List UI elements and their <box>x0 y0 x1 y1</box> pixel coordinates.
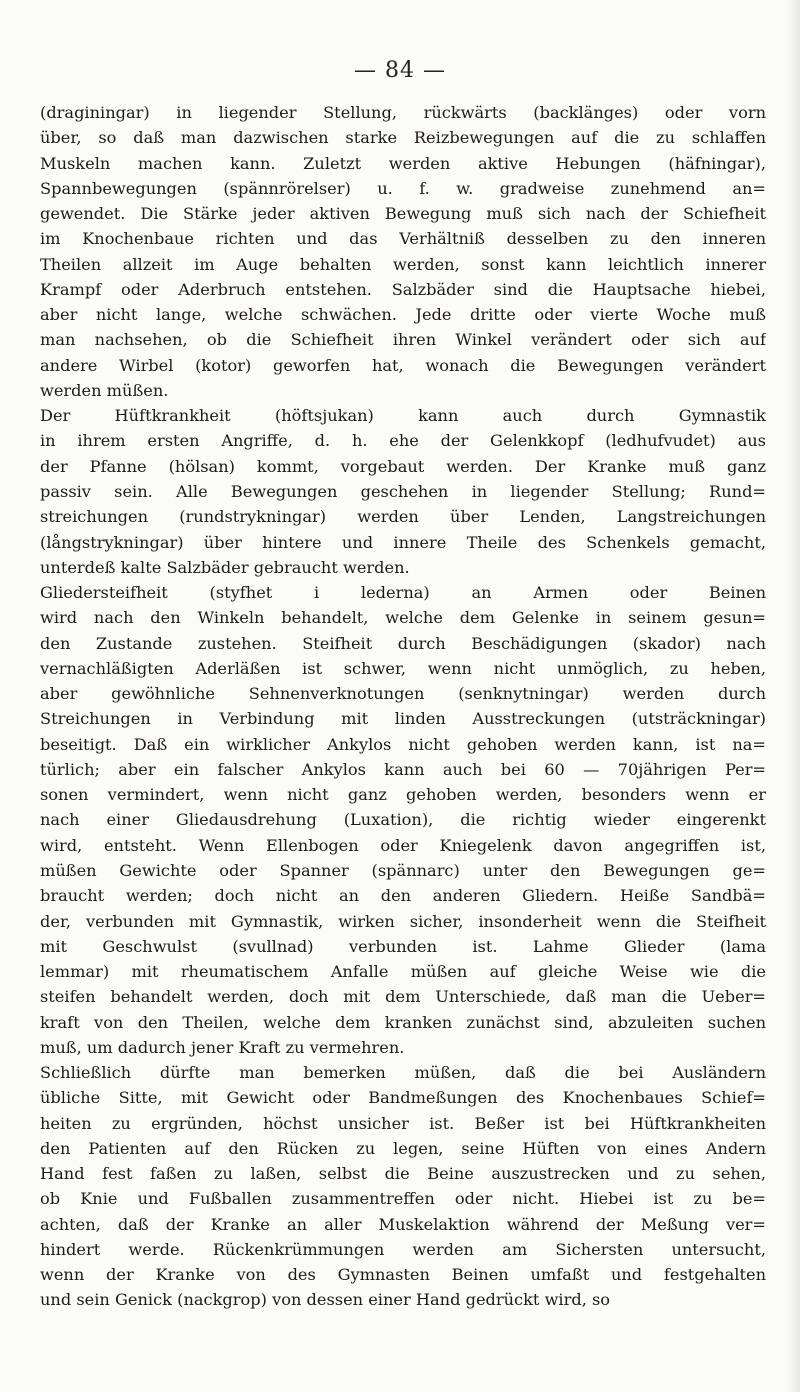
text-line: der, verbunden mit Gymnastik, wirken sicher, insonderheit wenn die Steifheit <box>40 911 766 931</box>
text-line: vernachläßigten Aderläßen ist schwer, wenn nicht unmöglich, zu heben, <box>40 658 766 678</box>
text-line: den Zustande zustehen. Steifheit durch Beschädigungen (skador) nach <box>40 633 766 653</box>
text-line: Der Hüftkrankheit (höftsjukan) kann auch durch Gymnastik <box>40 406 766 426</box>
text-line: müßen Gewichte oder Spanner (spännarc) unter den Bewegungen ge= <box>40 860 766 880</box>
text-line: nach einer Gliedausdrehung (Luxation), die richtig wieder eingerenkt <box>40 810 766 830</box>
text-line: braucht werden; doch nicht an den anderen Gliedern. Heiße Sandbä= <box>40 886 766 906</box>
body-text <box>40 100 766 1313</box>
text-line: lemmar) mit rheumatischem Anfalle müßen auf gleiche Weise wie die <box>40 962 766 982</box>
text-line: in ihrem ersten Angriffe, d. h. ehe der Gelenkkopf (ledhufvudet) aus <box>40 431 766 451</box>
text-line: steifen behandelt werden, doch mit dem Unterschiede, daß man die Ueber= <box>40 987 766 1007</box>
text-line: sonen vermindert, wenn nicht ganz gehoben werden, besonders wenn er <box>40 785 766 805</box>
page-edge-shadow <box>786 0 800 1392</box>
text-line: Muskeln machen kann. Zuletzt werden aktive Hebungen (häfningar), <box>40 153 766 173</box>
text-line: kraft von den Theilen, welche dem kranken zunächst sind, abzuleiten suchen <box>40 1012 766 1032</box>
text-line: achten, daß der Kranke an aller Muskelaktion während der Meßung ver= <box>40 1214 766 1234</box>
text-line: aber gewöhnliche Sehnenverknotungen (senknytningar) werden durch <box>40 684 766 704</box>
text-line: Schließlich dürfte man bemerken müßen, daß die bei Ausländern <box>40 1063 766 1083</box>
text-line: beseitigt. Daß ein wirklicher Ankylos nicht gehoben werden kann, ist na= <box>40 734 766 754</box>
text-line: wird, entsteht. Wenn Ellenbogen oder Kniegelenk davon angegriffen ist, <box>40 835 766 855</box>
text-line: der Pfanne (hölsan) kommt, vorgebaut werden. Der Kranke muß ganz <box>40 456 766 476</box>
text-line: muß, um dadurch jener Kraft zu vermehren. <box>40 1037 405 1057</box>
text-line: unterdeß kalte Salzbäder gebraucht werden. <box>40 557 410 577</box>
text-line: wird nach den Winkeln behandelt, welche dem Gelenke in seinem gesun= <box>40 608 766 628</box>
text-line: Theilen allzeit im Auge behalten werden, sonst kann leichtlich innerer <box>40 254 766 274</box>
text-line: Gliedersteifheit (styfhet i lederna) an Armen oder Beinen <box>40 583 766 603</box>
text-line: über, so daß man dazwischen starke Reizbewegungen auf die zu schlaffen <box>40 128 766 148</box>
text-line: Spannbewegungen (spännrörelser) u. f. w. gradweise zunehmend an= <box>40 178 766 198</box>
text-line: heiten zu ergründen, höchst unsicher ist. Beßer ist bei Hüftkrankheiten <box>40 1113 766 1133</box>
text-line: streichungen (rundstrykningar) werden über Lenden, Langstreichungen <box>40 507 766 527</box>
text-line: aber nicht lange, welche schwächen. Jede dritte oder vierte Woche muß <box>40 305 766 325</box>
text-line: passiv sein. Alle Bewegungen geschehen in liegender Stellung; Rund= <box>40 481 766 501</box>
text-line: wenn der Kranke von des Gymnasten Beinen umfaßt und festgehalten <box>40 1265 766 1285</box>
text-line: im Knochenbaue richten und das Verhältniß desselben zu den inneren <box>40 229 766 249</box>
text-line: andere Wirbel (kotor) geworfen hat, wonach die Bewegungen verändert <box>40 355 766 375</box>
text-line: übliche Sitte, mit Gewicht oder Bandmeßungen des Knochenbaues Schief= <box>40 1088 766 1108</box>
text-line: (långstrykningar) über hintere und innere Theile des Schenkels gemacht, <box>40 532 766 552</box>
text-line: mit Geschwulst (svullnad) verbunden ist. Lahme Glieder (lama <box>40 936 766 956</box>
text-line: man nachsehen, ob die Schiefheit ihren Winkel verändert oder sich auf <box>40 330 766 350</box>
text-line: hindert werde. Rückenkrümmungen werden am Sichersten untersucht, <box>40 1239 766 1259</box>
text-line: ob Knie und Fußballen zusammentreffen oder nicht. Hiebei ist zu be= <box>40 1189 766 1209</box>
text-line: den Patienten auf den Rücken zu legen, seine Hüften von eines Andern <box>40 1138 766 1158</box>
text-line: (draginingar) in liegender Stellung, rückwärts (backlänges) oder vorn <box>40 103 766 122</box>
text-line: Hand fest faßen zu laßen, selbst die Beine auszustrecken und zu sehen, <box>40 1164 766 1184</box>
page-number: — 84 — <box>354 58 446 83</box>
text-line: Streichungen in Verbindung mit linden Ausstreckungen (utsträckningar) <box>40 709 766 729</box>
text-line: türlich; aber ein falscher Ankylos kann auch bei 60 — 70jährigen Per= <box>40 759 766 779</box>
text-line: werden müßen. <box>40 380 169 400</box>
text-line: Krampf oder Aderbruch entstehen. Salzbäder sind die Hauptsache hiebei, <box>40 279 766 299</box>
text-line: gewendet. Die Stärke jeder aktiven Bewegung muß sich nach der Schiefheit <box>40 204 766 224</box>
text-line: und sein Genick (nackgrop) von dessen einer Hand gedrückt wird, so <box>40 1290 611 1310</box>
